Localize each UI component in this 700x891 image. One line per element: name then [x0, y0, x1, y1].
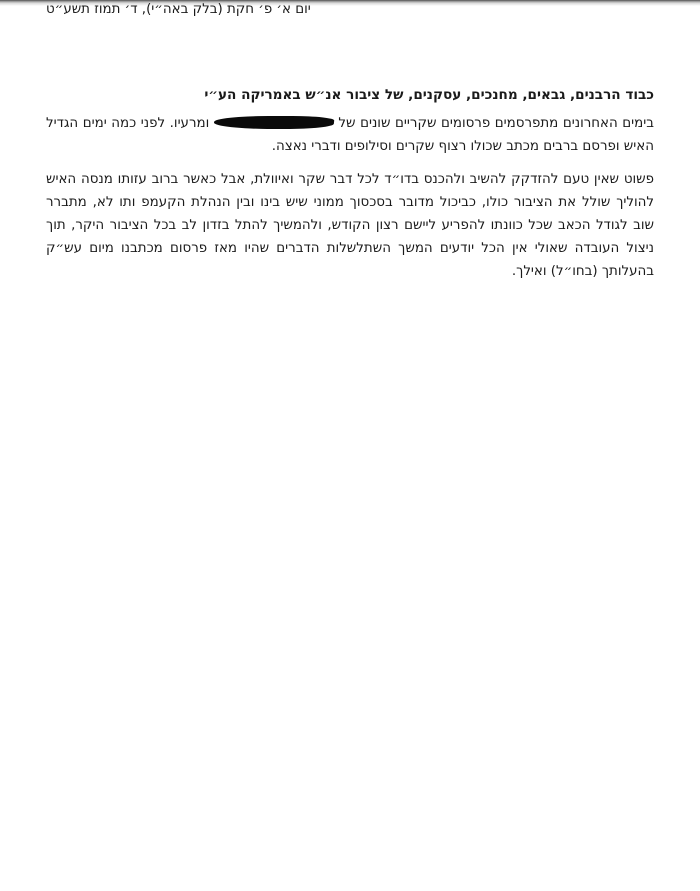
redacted-name — [213, 116, 334, 129]
paragraph-1-line-2: האיש ופרסם ברבים מכתב שכולו רצוף שקרים וסילופים ודברי נאצה. — [271, 139, 654, 154]
paragraph-2-line-2: להוליך שולל את הציבור כולו, כביכול מדובר בסכסוך ממוני שיש בינו ובין הנהלת הקעמפ ותו לא, מתברר — [46, 195, 654, 210]
paragraph-1-line-1 — [46, 116, 654, 132]
text-segment: בימים האחרונים מתפרסמים פרסומים שקריים שונים של — [338, 116, 655, 131]
salutation-heading: כבוד הרבנים, גבאים, מחנכים, עסקנים, של ציבור אנ״ש באמריקה הע״י — [204, 87, 654, 103]
document-page — [46, 0, 654, 891]
date-line: יום א׳ פ׳ חקת (בלק באה״י), ד׳ תמוז תשע״ט — [46, 2, 311, 17]
paragraph-2-line-5: בהעלותך (בחו״ל) ואילך. — [511, 264, 654, 279]
paragraph-2-line-1: פשוט שאין טעם להזדקק להשיב ולהכנס בדו״ד לכל דבר שקר ואיוולת, אבל כאשר ברוב עזותו מנסה האיש — [46, 172, 654, 187]
paragraph-2-line-4: ניצול העובדה שאולי אין הכל יודעים המשך השתלשלות הדברים שהיו מאז פרסום מכתבנו מיום עש״ק — [46, 241, 654, 256]
text-segment: ומרעיו. לפני כמה ימים הגדיל — [46, 116, 210, 131]
paragraph-2-line-3: שוב לגודל הכאב שכל כוונתו להפריע ליישם רצון הקודש, ולהמשיך להתל בזדון לב בכל הציבור היקר, תוך — [46, 218, 654, 233]
